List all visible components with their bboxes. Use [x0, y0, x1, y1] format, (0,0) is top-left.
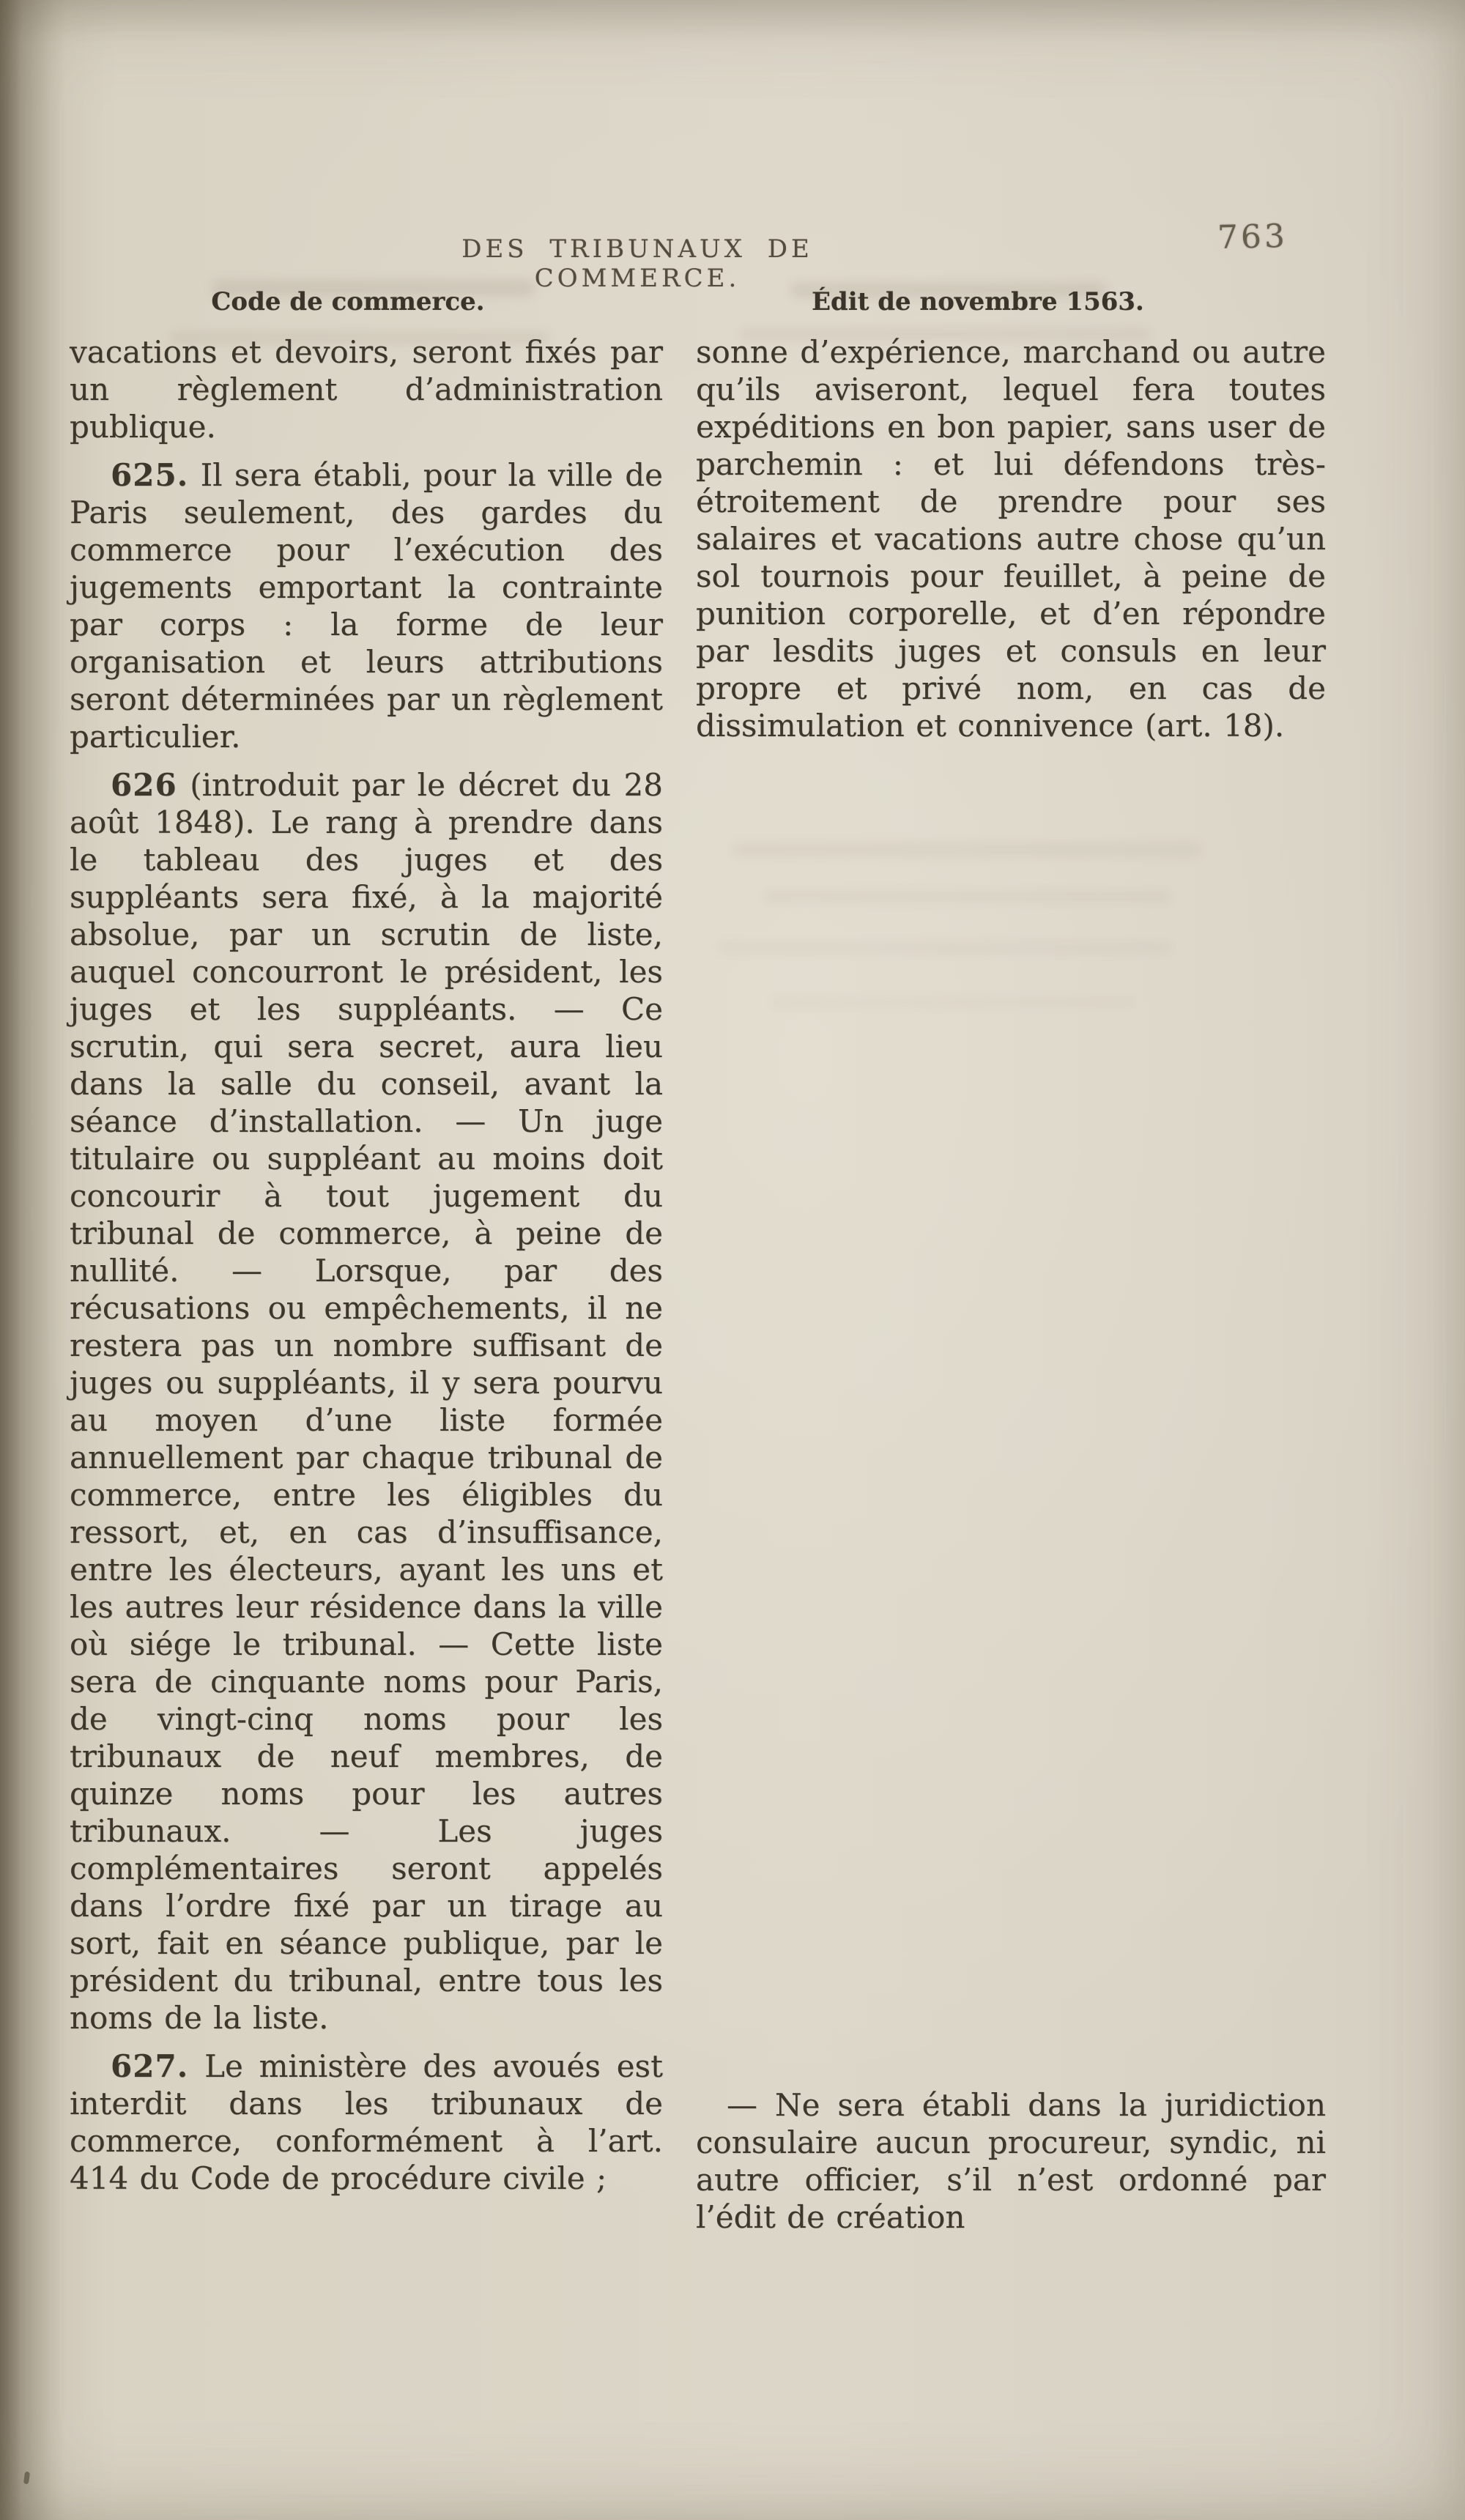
- left-column-heading: Code de commerce.: [211, 287, 485, 316]
- paragraph-continuation: vacations et devoirs, seront fixés par un règlement d’administration publique.: [70, 334, 663, 445]
- page-number: 763: [1217, 218, 1288, 256]
- bleedthrough-smudge-8: [769, 996, 1135, 1008]
- article-626: [70, 766, 663, 2037]
- edict-bottom-paragraph: — Ne sera établi dans la juridiction consulaire aucun procureur, syndic, ni autre officier, s’il n’est ordonné par l’édit de création: [696, 2087, 1326, 2235]
- edict-paragraph: sonne d’expérience, marchand ou autre qu’ils aviseront, lequel fera toutes expéditions en bon papier, sans user de parchemin : et lui défendons très-étroitement de prendre pour ses salaires et vacations autre chose qu’un sol tournois pour feuillet, à peine de punition corporelle, et d’en répondre par lesdits juges et consuls en leur propre et privé nom, en cas de dissimulation et connivence (art. 18).: [696, 334, 1326, 744]
- bleedthrough-smudge-6: [762, 890, 1172, 903]
- scan-top-edge-shadow: [0, 0, 1465, 44]
- right-column-bottom: [696, 2086, 1326, 2236]
- scan-left-edge-shadow: [0, 0, 66, 2520]
- article-627-number: 627.: [111, 2048, 189, 2084]
- left-column: [70, 333, 663, 2197]
- article-627: [70, 2048, 663, 2197]
- article-625-number: 625.: [111, 457, 189, 493]
- article-625: [70, 456, 663, 755]
- article-626-number: 626: [111, 767, 177, 803]
- bleedthrough-smudge-5: [732, 842, 1201, 857]
- article-627-text: Le ministère des avoués est interdit dans les tribunaux de commerce, conformément à l’art. 414 du Code de procédure civile ;: [70, 2048, 663, 2196]
- right-column-heading: Édit de novembre 1563.: [812, 287, 1144, 316]
- article-625-text: Il sera établi, pour la ville de Paris seulement, des gardes du commerce pour l’exécution des jugements emportant la contrainte par corps : la forme de leur organisation et leurs attributions seront déterminées par un règlement particulier.: [70, 457, 664, 755]
- right-column-top: [696, 333, 1326, 744]
- article-626-text: (introduit par le décret du 28 août 1848). Le rang à prendre dans le tableau des juges et des suppléants sera fixé, à la majorité absolue, par un scrutin de liste, auquel concourront le président, les juges et les suppléants. — Ce scrutin, qui sera secret, aura lieu dans la salle du conseil, avant la séance d’installation. — Un juge titulaire ou suppléant au moins doit concourir à tout jugement du tribunal de commerce, à peine de nullité. — Lorsque, par des récusations ou empêchements, il ne restera pas un nombre suffisant de juges ou suppléants, il y sera pourvu au moyen d’une liste formée annuellement par chaque tribunal de commerce, entre les éligibles du ressort, et, en cas d’insuffisance, entre les électeurs, ayant les uns et les autres leur résidence dans la ville où siége le tribunal. — Cette liste sera de cinquante noms pour Paris, de vingt-cinq noms pour les tribunaux de neuf membres, de quinze noms pour les autres tribunaux. — Les juges complémentaires seront appelés dans l’ordre fixé par un tirage au sort, fait en séance publique, par le président du tribunal, entre tous les noms de la liste.: [70, 767, 663, 2036]
- bleedthrough-smudge-7: [718, 941, 1172, 955]
- ink-speck: [23, 2472, 30, 2485]
- running-title: DES TRIBUNAUX DE COMMERCE.: [461, 234, 813, 293]
